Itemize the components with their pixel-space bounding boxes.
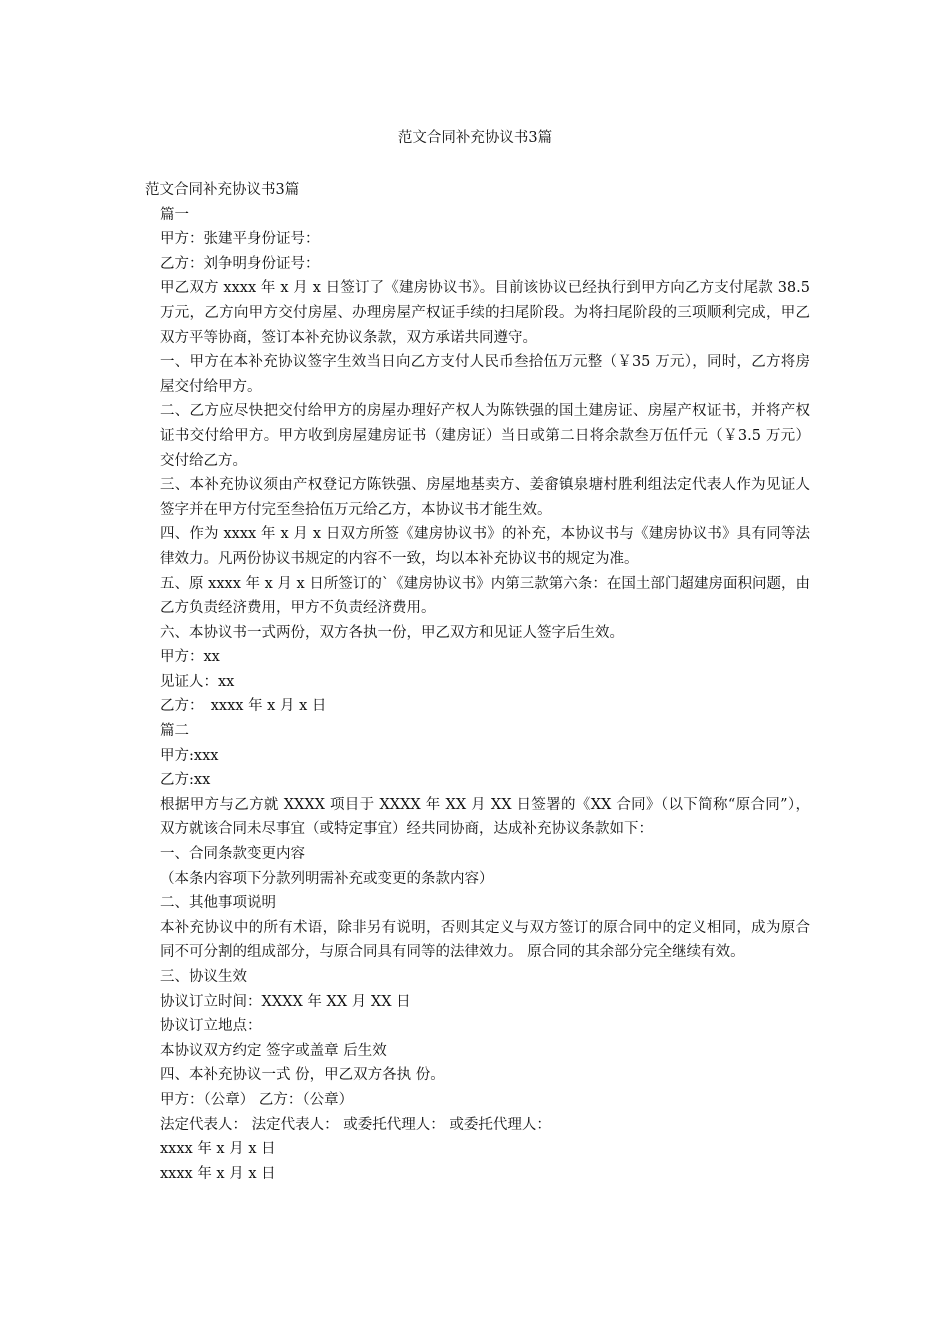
paragraph: 甲乙双方 xxxx 年 x 月 x 日签订了《建房协议书》。目前该协议已经执行到甲方向乙方支付尾款 38.5 万元，乙方向甲方交付房屋、办理房屋产权证手续的扫尾阶段。为将扫尾阶段的三项顺利完成，甲乙双方平等协商，签订本补充协议条款，双方承诺共同遵守。 bbox=[160, 280, 810, 346]
paragraph: 五、原 xxxx 年 x 月 x 日所签订的`《建房协议书》内第三款第六条：在国土部门超建房面积问题，由乙方负责经济费用，甲方不负责经济费用。 bbox=[160, 575, 810, 617]
paragraph: 一、甲方在本补充协议签字生效当日向乙方支付人民币叁拾伍万元整（￥35 万元），同时，乙方将房屋交付给甲方。 bbox=[160, 354, 810, 395]
paragraph: xxxx 年 x 月 x 日 bbox=[160, 1141, 276, 1158]
paragraph: 四、本补充协议一式 份，甲乙双方各执 份。 bbox=[160, 1067, 445, 1084]
paragraph: 四、作为 xxxx 年 x 月 x 日双方所签《建房协议书》的补充，本协议书与《建房协议书》具有同等法律效力。凡两份协议书规定的内容不一致，均以本补充协议书的规定为准。 bbox=[160, 526, 810, 567]
paragraph: 本补充协议中的所有术语，除非另有说明，否则其定义与双方签订的原合同中的定义相同，成为原合同不可分割的组成部分，与原合同具有同等的法律效力。 原合同的其余部分完全继续有效。 bbox=[160, 919, 810, 961]
paragraph: 甲方:xxx bbox=[160, 747, 219, 764]
paragraph: 二、其他事项说明 bbox=[160, 895, 276, 912]
paragraph: 二、乙方应尽快把交付给甲方的房屋办理好产权人为陈铁强的国土建房证、房屋产权证书，并将产权证书交付给甲方。甲方收到房屋建房证书（建房证）当日或第二日将余款叁万伍仟元（￥3.5 万元）交付给乙方。 bbox=[160, 403, 810, 469]
paragraph: 六、本协议书一式两份，双方各执一份，甲乙双方和见证人签字后生效。 bbox=[160, 624, 624, 641]
paragraph: 协议订立地点： bbox=[160, 1018, 262, 1035]
paragraph: 根据甲方与乙方就 XXXX 项目于 XXXX 年 XX 月 XX 日签署的《XX 合同》（以下简称“原合同”），双方就该合同未尽事宜（或特定事宜）经共同协商，达成补充协议条款如下： bbox=[160, 796, 810, 838]
paragraph: 一、合同条款变更内容 bbox=[160, 846, 305, 863]
document-body bbox=[145, 178, 810, 1186]
paragraph: 乙方： xxxx 年 x 月 x 日 bbox=[160, 698, 327, 715]
paragraph: 协议订立时间：XXXX 年 XX 月 XX 日 bbox=[160, 993, 411, 1010]
document-title: 范文合同补充协议书3篇 bbox=[397, 130, 553, 146]
paragraph: 甲方：张建平身份证号： bbox=[160, 231, 320, 248]
paragraph: 法定代表人： 法定代表人： 或委托代理人： 或委托代理人： bbox=[160, 1116, 551, 1133]
paragraph: 三、本补充协议须由产权登记方陈铁强、房屋地基卖方、姜畲镇泉塘村胜利组法定代表人作为见证人签字并在甲方付完至叁拾伍万元给乙方，本协议书才能生效。 bbox=[160, 477, 810, 518]
paragraph: 甲方：xx bbox=[160, 649, 220, 666]
paragraph: （本条内容项下分款列明需补充或变更的条款内容） bbox=[160, 870, 494, 887]
paragraph: 甲方：（公章） 乙方：（公章） bbox=[160, 1091, 354, 1108]
paragraph: 三、协议生效 bbox=[160, 969, 247, 985]
paragraph: 范文合同补充协议书3篇 bbox=[145, 182, 300, 198]
paragraph: 乙方：刘争明身份证号： bbox=[160, 255, 320, 272]
paragraph: 见证人：xx bbox=[160, 673, 235, 690]
paragraph: xxxx 年 x 月 x 日 bbox=[160, 1165, 276, 1182]
paragraph: 本协议双方约定 签字或盖章 后生效 bbox=[160, 1042, 387, 1059]
paragraph: 篇二 bbox=[160, 723, 189, 740]
paragraph: 乙方:xx bbox=[160, 772, 211, 789]
paragraph: 篇一 bbox=[160, 206, 189, 223]
